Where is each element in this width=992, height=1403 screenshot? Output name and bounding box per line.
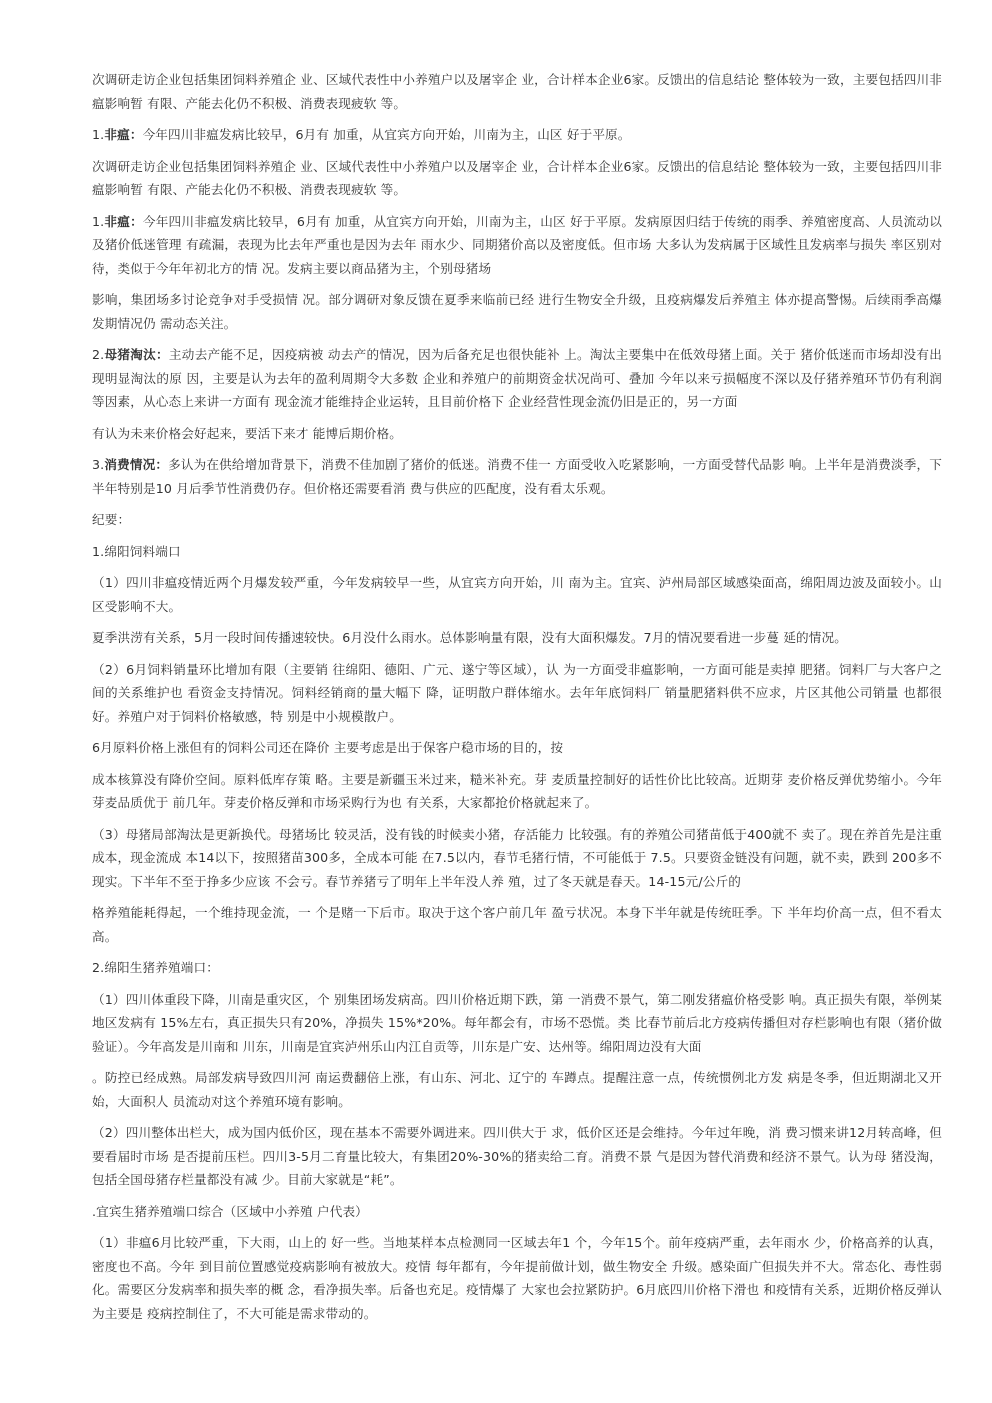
- paragraph-text: 影响，集团场多讨论竞争对手受损情 况。部分调研对象反馈在夏季来临前已经 进行生物安全升级，且疫病爆发后养殖主 体亦提高警惕。后续雨季高爆发期情况仍 需动态关注。: [92, 292, 942, 331]
- paragraph-heading: 非瘟：: [104, 213, 143, 229]
- paragraph: [92, 956, 942, 980]
- paragraph: [92, 343, 942, 414]
- paragraph-text: 多认为在供给增加背景下，消费不佳加剧了猪价的低迷。消费不佳一 方面受收入吃紧影响，一方面受替代品影 响。上半年是消费淡季，下半年特别是10 月后季节性消费仍存。但价格还需要看消 费与供应的匹配度，没有看太乐观。: [92, 457, 942, 496]
- paragraph-text: .宜宾生猪养殖端口综合（区域中小养殖 户代表）: [92, 1203, 368, 1219]
- paragraph: [92, 68, 942, 115]
- paragraph-text: 6月原料价格上涨但有的饲料公司还在降价 主要考虑是出于保客户稳市场的目的，按: [92, 740, 564, 755]
- paragraph-text: 2.绵阳生猪养殖端口：: [92, 960, 220, 975]
- paragraph: [92, 210, 942, 281]
- paragraph-text: 次调研走访企业包括集团饲料养殖企 业、区域代表性中小养殖户以及屠宰企 业，合计样本企业6家。反馈出的信息结论 整体较为一致，主要包括四川非瘟影响暂 有限、产能去化仍不积极、消费表现疲软 等。: [92, 72, 942, 111]
- paragraph-number: 1.: [92, 213, 105, 229]
- paragraph-text: 纪要：: [92, 512, 131, 527]
- paragraph: [92, 626, 942, 650]
- paragraph-number: 1.: [92, 127, 105, 142]
- paragraph: [92, 288, 942, 335]
- paragraph-heading: 非瘟：: [104, 127, 143, 142]
- paragraph: [92, 1121, 942, 1192]
- paragraph-text: 有认为未来价格会好起来，要活下来才 能博后期价格。: [92, 425, 403, 441]
- paragraph-text: 主动去产能不足，因疫病被 动去产的情况，因为后备充足也很快能补 上。淘汰主要集中在低效母猪上面。关于 猪价低迷而市场却没有出现明显淘汰的原 因，主要是认为去年的盈利周期令大多数 企业和养殖户的前期资金状况尚可、叠加 今年以来亏损幅度不深以及仔猪养殖环节仍有利润等因素，从心态上来讲一方面有 现金流才能维持企业运转，且目前价格下 企业经营性现金流仍旧是正的，另一方面: [92, 347, 943, 409]
- paragraph: [92, 1066, 942, 1113]
- paragraph-text: （3）母猪局部淘汰是更新换代。母猪场比 较灵活，没有钱的时候卖小猪，存活能力 比较强。有的养殖公司猪苗低于400就不 卖了。现在养首先是注重成本，现金流成 本14以下，按照猪苗300多，全成本可能 在7.5以内，春节毛猪行情，不可能低于 7.5。只要资金链没有问题，就不卖，跌到 200多不现实。下半年不至于挣多少应该 不会亏。春节养猪亏了明年上半年没人养 殖，过了冬天就是春天。14-15元/公斤的: [92, 826, 942, 889]
- paragraph-heading: 消费情况：: [104, 457, 169, 472]
- paragraph: [92, 422, 942, 446]
- paragraph-number: 3.: [92, 457, 105, 472]
- paragraph: [92, 123, 942, 147]
- paragraph-text: （2）6月饲料销量环比增加有限（主要销 往绵阳、德阳、广元、遂宁等区域），认 为一方面受非瘟影响，一方面可能是卖掉 肥猪。饲料厂与大客户之间的关系维护也 看资金支持情况。饲料经销商的量大幅下 降，证明散户群体缩水。去年年底饲料厂 销量肥猪料供不应求，片区其他公司销量 也都很好。养殖户对于饲料价格敏感，特 别是中小规模散户。: [92, 661, 942, 724]
- paragraph-number: 2.: [92, 347, 105, 362]
- paragraph: [92, 901, 942, 948]
- paragraph-text: 成本核算没有降价空间。原料低库存策 略。主要是新疆玉米过来，糙米补充。芽 麦质量控制好的话性价比比较高。近期芽 麦价格反弹优势缩小。今年芽麦品质优于 前几年。芽麦价格反弹和市场采购行为也 有关系，大家都抢价格就起来了。: [92, 771, 942, 810]
- paragraph: [92, 508, 942, 532]
- paragraph-text: 夏季洪涝有关系，5月一段时间传播速较快。6月没什么雨水。总体影响量有限，没有大面积爆发。7月的情况要看进一步蔓 延的情况。: [92, 630, 848, 645]
- paragraph-text: （1）四川体重段下降，川南是重灾区，个 别集团场发病高。四川价格近期下跌，第 一消费不景气，第二刚发猪瘟价格受影 响。真正损失有限，举例某地区发病有 15%左右，真正损失只有20%，净损失 15%*20%。每年都会有，市场不恐慌。类 比春节前后北方疫病传播但对存栏影响也有限（猪价做验证）。今年高发是川南和 川东，川南是宜宾泸州乐山内江自贡等，川东是广安、达州等。绵阳周边没有大面: [92, 991, 942, 1054]
- paragraph-text: （1）四川非瘟疫情近两个月爆发较严重，今年发病较早一些，从宜宾方向开始，川 南为主。宜宾、泸州局部区域感染面高，绵阳周边波及面较小。山区受影响不大。: [92, 575, 942, 614]
- paragraph: [92, 736, 942, 760]
- paragraph: [92, 540, 942, 564]
- paragraph-text: 今年四川非瘟发病比较早，6月有 加重，从宜宾方向开始，川南为主，山区 好于平原。发病原因归结于传统的雨季、养殖密度高、人员流动以及猪价低迷管理 有疏漏，表现为比去年严重也是因为去年 雨水少、同期猪价高以及密度低。但市场 大多认为发病属于区域性且发病率与损失 率区别对待，类似于今年年初北方的情 况。发病主要以商品猪为主，个别母猪场: [92, 213, 943, 276]
- paragraph: [92, 453, 942, 500]
- paragraph: [92, 988, 942, 1059]
- paragraph-text: 今年四川非瘟发病比较早，6月有 加重，从宜宾方向开始，川南为主，山区 好于平原。: [142, 127, 631, 142]
- paragraph-text: （2）四川整体出栏大，成为国内低价区，现在基本不需要外调进来。四川供大于 求，低价区还是会维持。今年过年晚，消 费习惯来讲12月转高峰，但要看届时市场 是否提前压栏。四川3-5月二育量比较大，有集团20%-30%的猪卖给二育。消费不景 气是因为替代消费和经济不景气。认为母 猪没淘，包括全国母猪存栏量都没有减 少。目前大家就是“耗”。: [92, 1125, 942, 1187]
- paragraph-heading: 母猪淘汰：: [104, 347, 169, 362]
- paragraph: [92, 1200, 942, 1224]
- paragraph-text: 。防控已经成熟。局部发病导致四川河 南运费翻倍上涨，有山东、河北、辽宁的 车蹲点。提醒注意一点，传统惯例北方发 病是冬季，但近期湖北又开始，大面积人 员流动对这个养殖环境有影响。: [92, 1070, 942, 1109]
- paragraph-text: （1）非瘟6月比较严重，下大雨，山上的 好一些。当地某样本点检测同一区域去年1 个，今年15个。前年疫病严重，去年雨水 少，价格高养的认真，密度也不高。今年 到目前位置感觉疫病影响有被放大。疫情 每年都有，今年提前做计划，做生物安全 升级。感染面广但损失并不大。常态化、毒性弱化。需要区分发病率和损失率的概 念，看净损失率。后备也充足。疫情爆了 大家也会拉紧防护。6月底四川价格下滑也 和疫情有关系，近期价格反弹认为主要是 疫病控制住了，不大可能是需求带动的。: [92, 1235, 942, 1321]
- paragraph: [92, 1231, 942, 1325]
- paragraph: [92, 823, 942, 894]
- paragraph-text: 1.绵阳饲料端口: [92, 543, 181, 559]
- paragraph: [92, 768, 942, 815]
- paragraph-text: 格养殖能耗得起，一个维持现金流，一 个是赌一下后市。取决于这个客户前几年 盈亏状况。本身下半年就是传统旺季。下 半年均价高一点，但不看太高。: [92, 905, 942, 944]
- paragraph-text: 次调研走访企业包括集团饲料养殖企 业、区域代表性中小养殖户以及屠宰企 业，合计样本企业6家。反馈出的信息结论 整体较为一致，主要包括四川非瘟影响暂 有限、产能去化仍不积极、消费表现疲软 等。: [92, 158, 942, 197]
- paragraph: [92, 658, 942, 729]
- paragraph: [92, 571, 942, 618]
- paragraph: [92, 155, 942, 202]
